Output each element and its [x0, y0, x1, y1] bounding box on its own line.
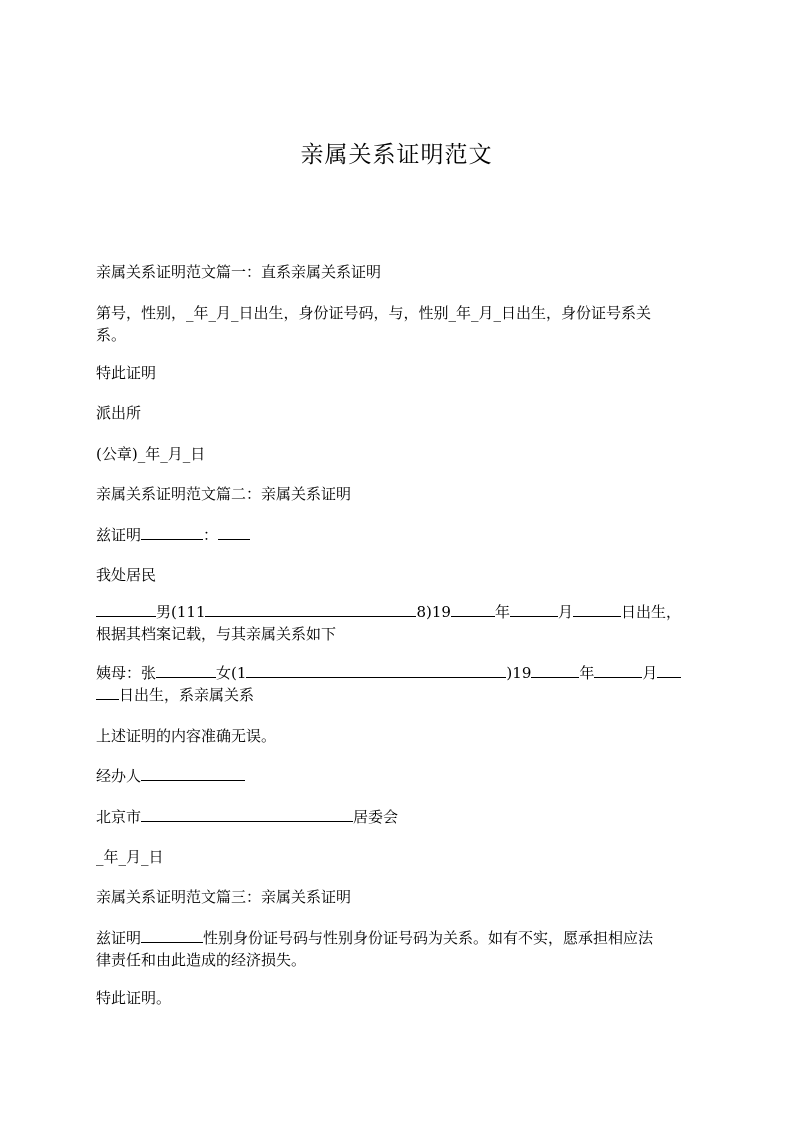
male-info-line1 — [96, 601, 696, 623]
aunt-info-line2 — [96, 684, 696, 706]
male-born-label: 日出生， — [621, 603, 682, 621]
section3-end: 特此证明。 — [96, 989, 172, 1007]
section3-name-blank — [141, 927, 203, 943]
female-month-blank — [594, 662, 642, 678]
section3-certify — [96, 927, 696, 971]
certify-colon: ： — [203, 526, 219, 544]
section1-seal-date: (公章)_年_月_日 — [96, 445, 206, 463]
section2-male-info — [96, 601, 696, 645]
certify-prefix: 兹证明 — [96, 526, 142, 544]
section3-certify-line2: 律责任和由此造成的经济损失。 — [96, 951, 307, 969]
section1-body-line2: 系。 — [96, 326, 127, 344]
female-month-label: 月 — [642, 664, 658, 682]
name-blank — [141, 524, 203, 540]
born-relation: 日出生，系亲属关系 — [119, 686, 255, 704]
handler-blank — [141, 765, 245, 781]
section2-resident: 我处居民 — [96, 566, 157, 584]
male-day-blank — [573, 601, 621, 617]
male-id-end: 8)19 — [416, 603, 451, 621]
section1-certify: 特此证明 — [96, 364, 157, 382]
section2-handler — [96, 765, 696, 787]
section1-heading: 亲属关系证明范文篇一：直系亲属关系证明 — [96, 263, 382, 281]
aunt-prefix: 姨母：张 — [96, 664, 157, 682]
section3-certify-prefix: 兹证明 — [96, 929, 142, 947]
section2-aunt-info — [96, 662, 696, 706]
section2-heading: 亲属关系证明范文篇二：亲属关系证明 — [96, 485, 352, 503]
male-month-label: 月 — [557, 603, 573, 621]
section2-committee — [96, 806, 696, 828]
handler-label: 经办人 — [96, 767, 142, 785]
male-name-blank — [96, 601, 156, 617]
female-year-blank — [531, 662, 579, 678]
male-month-blank — [510, 601, 558, 617]
section2-accurate: 上述证明的内容准确无误。 — [96, 727, 277, 745]
document-title: 亲属关系证明范文 — [300, 142, 493, 168]
section3-heading: 亲属关系证明范文篇三：亲属关系证明 — [96, 888, 352, 906]
archive-line: 根据其档案记载，与其亲属关系如下 — [96, 625, 337, 643]
female-id-prefix: 女(1 — [216, 664, 247, 682]
female-id-end: )19 — [506, 664, 532, 682]
committee-blank — [141, 806, 353, 822]
section2-certify-line — [96, 524, 696, 546]
relation-blank — [218, 524, 250, 540]
section3-certify-line1 — [96, 927, 696, 949]
city-label: 北京市 — [96, 808, 142, 826]
aunt-info-line1 — [96, 662, 696, 684]
aunt-name-blank — [156, 662, 216, 678]
section1-body — [96, 302, 696, 346]
female-day-blank-a — [657, 662, 681, 678]
committee-label: 居委会 — [353, 808, 399, 826]
female-id-blank — [246, 662, 506, 678]
section1-body-line1: 第号，性别，_年_月_日出生，身份证号码，与，性别_年_月_日出生，身份证号系关 — [96, 304, 652, 322]
female-year-label: 年 — [579, 664, 595, 682]
male-id-blank — [205, 601, 416, 617]
section1-org: 派出所 — [96, 404, 142, 422]
male-id-prefix: 男(111 — [156, 603, 206, 621]
section2-date: _年_月_日 — [96, 848, 164, 866]
male-year-blank — [451, 601, 495, 617]
female-day-blank-b — [96, 684, 119, 700]
male-year-label: 年 — [494, 603, 510, 621]
section3-certify-rest: 性别身份证号码与性别身份证号码为关系。如有不实，愿承担相应法 — [203, 929, 654, 947]
